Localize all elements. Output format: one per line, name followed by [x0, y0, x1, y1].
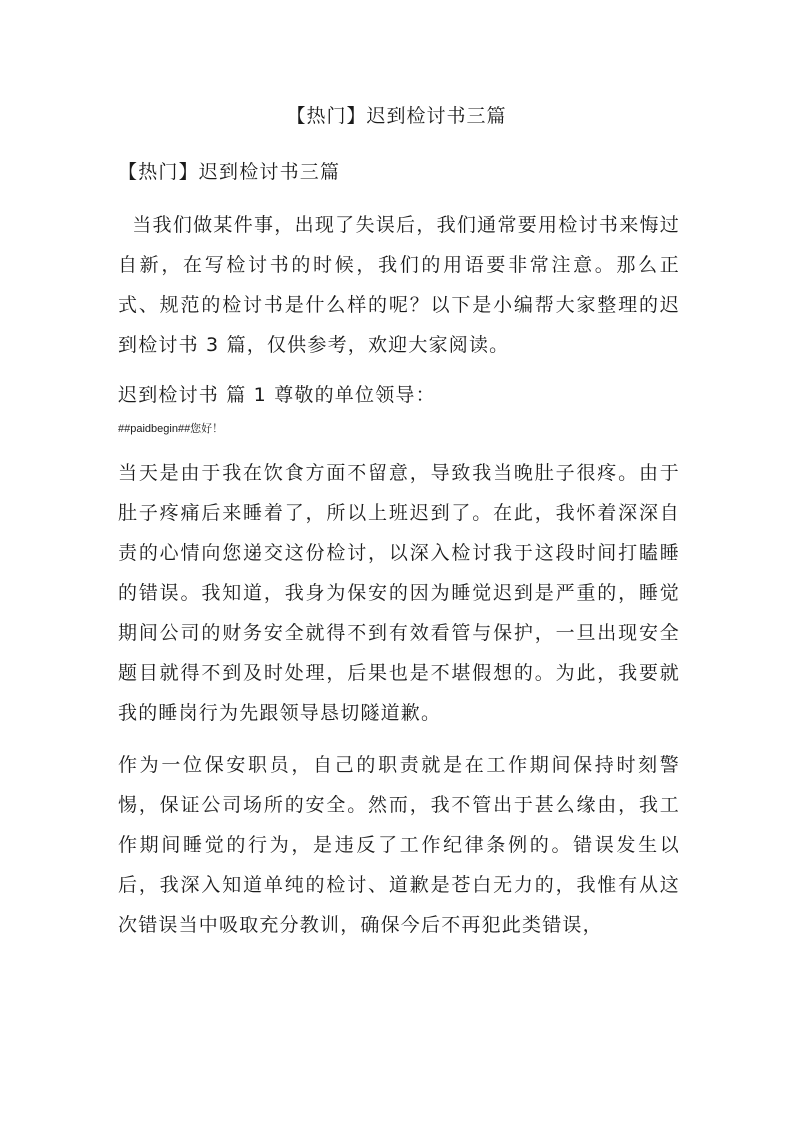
body-paragraph-2: 作为一位保安职员，自己的职责就是在工作期间保持时刻警惕，保证公司场所的安全。然而，我不管出于甚么缘由，我工作期间睡觉的行为，是违反了工作纪律条例的。错误发生以后，我深入知道单纯的检讨、道歉是苍白无力的，我惟有从这次错误当中吸取充分教训，确保今后不再犯此类错误， [118, 754, 680, 936]
paid-marker-line: ##paidbegin##您好！ [118, 423, 224, 435]
intro-paragraph: 当我们做某件事，出现了失误后，我们通常要用检讨书来悔过自新，在写检讨书的时候，我们的用语要非常注意。那么正式、规范的检讨书是什么样的呢？以下是小编帮大家整理的迟到检讨书 3 篇，仅供参考，欢迎大家阅读。 [118, 214, 680, 356]
section-heading: 迟到检讨书 篇 1 尊敬的单位领导： [118, 384, 436, 406]
document-body [118, 155, 680, 945]
document-subtitle: 【热门】迟到检讨书三篇 [118, 161, 341, 183]
document-title: 【热门】迟到检讨书三篇 [286, 105, 507, 127]
body-paragraph-1: 当天是由于我在饮食方面不留意，导致我当晚肚子很疼。由于肚子疼痛后来睡着了，所以上班迟到了。在此，我怀着深深自责的心情向您递交这份检讨，以深入检讨我于这段时间打瞌睡的错误。我知道，我身为保安的因为睡觉迟到是严重的，睡觉期间公司的财务安全就得不到有效看管与保护，一旦出现安全题目就得不到及时处理，后果也是不堪假想的。为此，我要就我的睡岗行为先跟领导恳切隧道歉。 [118, 462, 680, 724]
